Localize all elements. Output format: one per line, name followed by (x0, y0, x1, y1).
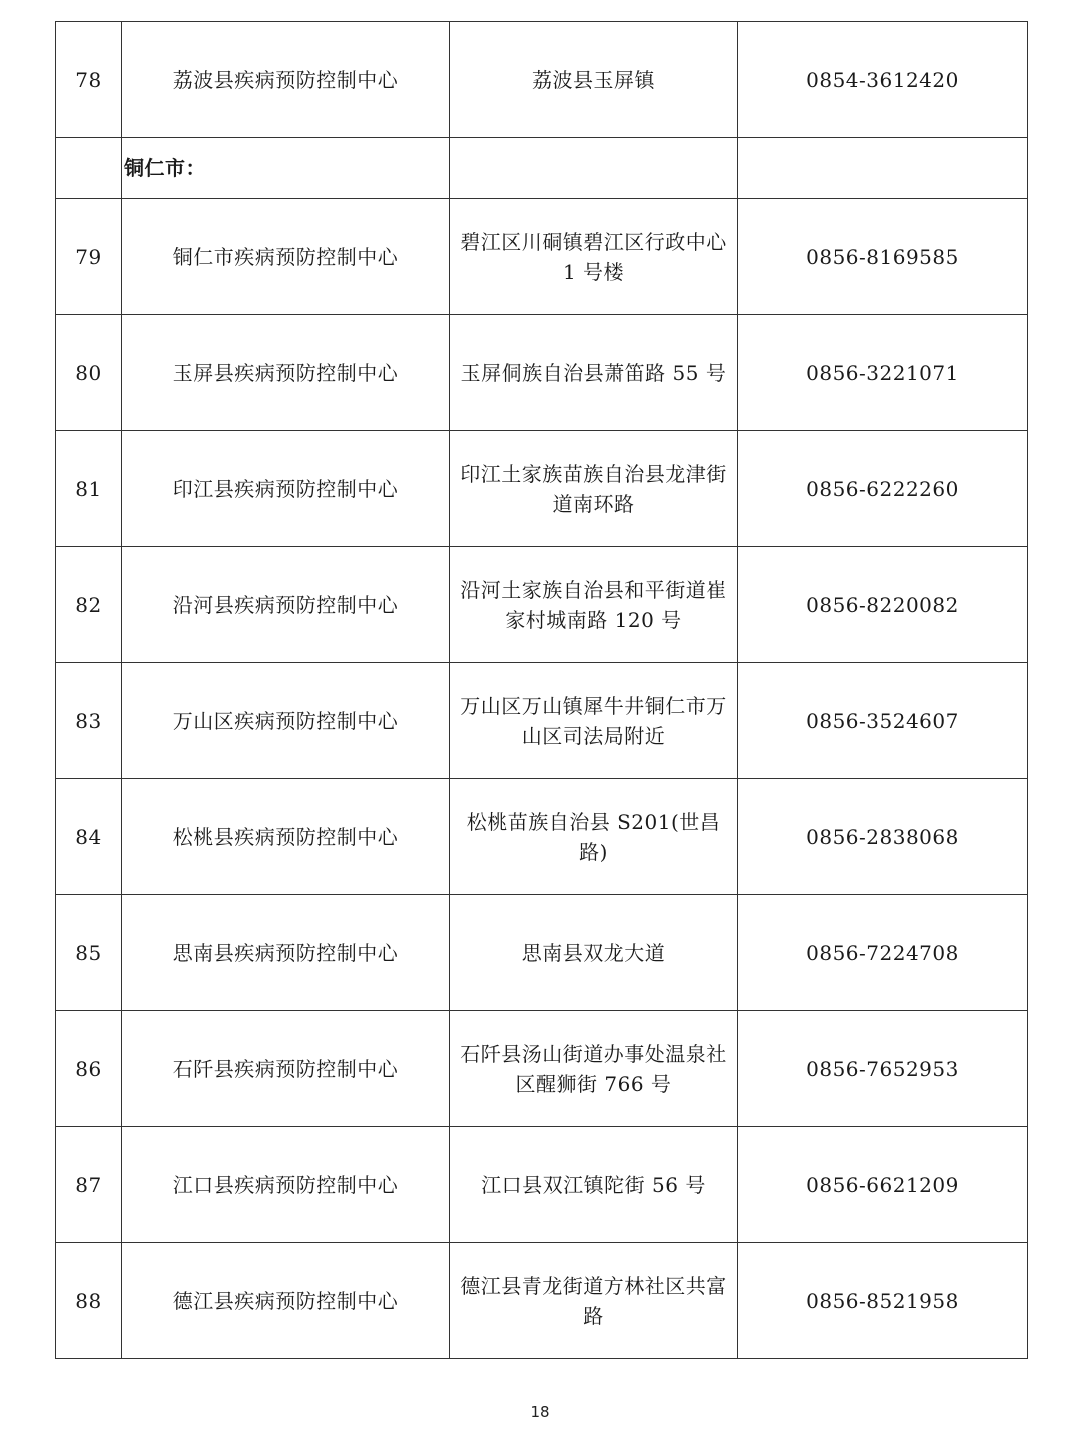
section-empty-cell (738, 138, 1028, 199)
row-number: 79 (56, 199, 122, 315)
institution-phone: 0856-3221071 (738, 315, 1028, 431)
institution-address: 玉屏侗族自治县萧笛路 55 号 (450, 315, 738, 431)
institution-name: 石阡县疾病预防控制中心 (122, 1011, 450, 1127)
institution-address: 沿河土家族自治县和平街道崔家村城南路 120 号 (450, 547, 738, 663)
table-row (56, 547, 1028, 663)
institution-address: 万山区万山镇犀牛井铜仁市万山区司法局附近 (450, 663, 738, 779)
institution-address: 江口县双江镇陀街 56 号 (450, 1127, 738, 1243)
section-empty-cell (450, 138, 738, 199)
institution-address: 碧江区川硐镇碧江区行政中心 1 号楼 (450, 199, 738, 315)
row-number: 87 (56, 1127, 122, 1243)
table-row (56, 22, 1028, 138)
institution-name: 荔波县疾病预防控制中心 (122, 22, 450, 138)
table-row (56, 315, 1028, 431)
institution-address: 松桃苗族自治县 S201(世昌路) (450, 779, 738, 895)
institution-name: 江口县疾病预防控制中心 (122, 1127, 450, 1243)
institution-address: 印江土家族苗族自治县龙津街道南环路 (450, 431, 738, 547)
institution-name: 印江县疾病预防控制中心 (122, 431, 450, 547)
institution-name: 松桃县疾病预防控制中心 (122, 779, 450, 895)
institution-name: 沿河县疾病预防控制中心 (122, 547, 450, 663)
table-row (56, 1011, 1028, 1127)
institution-name: 铜仁市疾病预防控制中心 (122, 199, 450, 315)
institution-name: 万山区疾病预防控制中心 (122, 663, 450, 779)
institution-phone: 0856-8521958 (738, 1243, 1028, 1359)
institution-phone: 0856-6222260 (738, 431, 1028, 547)
institution-address: 思南县双龙大道 (450, 895, 738, 1011)
row-number: 80 (56, 315, 122, 431)
institution-name: 玉屏县疾病预防控制中心 (122, 315, 450, 431)
institution-phone: 0856-2838068 (738, 779, 1028, 895)
institution-phone: 0856-6621209 (738, 1127, 1028, 1243)
section-header-row (56, 138, 1028, 199)
institution-phone: 0856-8169585 (738, 199, 1028, 315)
institution-name: 思南县疾病预防控制中心 (122, 895, 450, 1011)
table-row (56, 1243, 1028, 1359)
institution-address: 石阡县汤山街道办事处温泉社区醒狮街 766 号 (450, 1011, 738, 1127)
institution-phone: 0854-3612420 (738, 22, 1028, 138)
row-number: 86 (56, 1011, 122, 1127)
institution-phone: 0856-8220082 (738, 547, 1028, 663)
section-empty-cell (56, 138, 122, 199)
page-number: 18 (530, 1403, 550, 1421)
row-number: 83 (56, 663, 122, 779)
table-row (56, 199, 1028, 315)
row-number: 85 (56, 895, 122, 1011)
row-number: 88 (56, 1243, 122, 1359)
institution-address: 德江县青龙街道方林社区共富路 (450, 1243, 738, 1359)
table-row (56, 779, 1028, 895)
row-number: 82 (56, 547, 122, 663)
institution-name: 德江县疾病预防控制中心 (122, 1243, 450, 1359)
table-row (56, 1127, 1028, 1243)
section-label: 铜仁市： (122, 138, 450, 199)
institution-address: 荔波县玉屏镇 (450, 22, 738, 138)
table-row (56, 895, 1028, 1011)
institution-phone: 0856-7652953 (738, 1011, 1028, 1127)
institution-phone: 0856-7224708 (738, 895, 1028, 1011)
table-row (56, 431, 1028, 547)
institution-phone: 0856-3524607 (738, 663, 1028, 779)
row-number: 78 (56, 22, 122, 138)
cdc-contact-table (55, 21, 1028, 1359)
row-number: 84 (56, 779, 122, 895)
table-row (56, 663, 1028, 779)
row-number: 81 (56, 431, 122, 547)
